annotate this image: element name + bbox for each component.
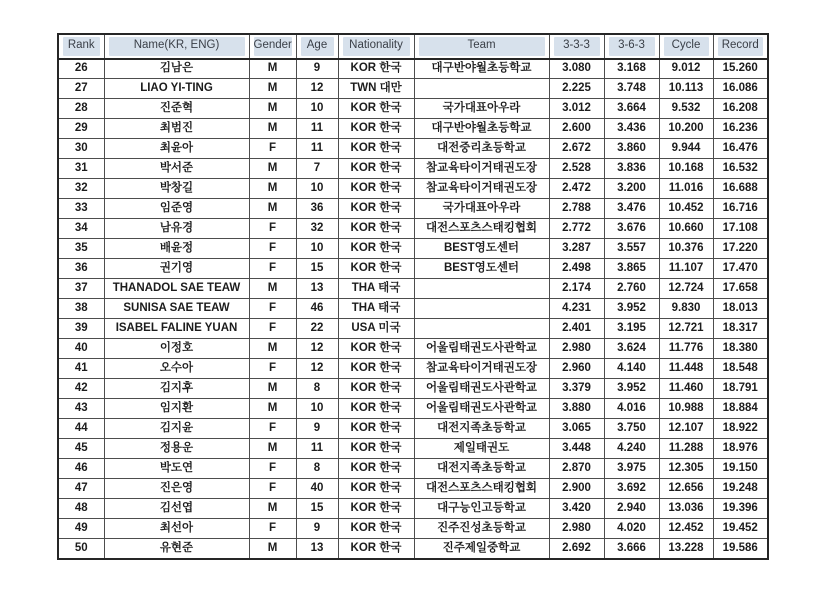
cell-record: 19.150 [713,459,768,479]
cell-t363: 3.975 [604,459,659,479]
cell-nationality: USA 미국 [338,319,414,339]
cell-nationality: TWN 대만 [338,79,414,99]
cell-cycle: 12.452 [659,519,713,539]
cell-t333: 3.080 [549,59,604,79]
cell-name: 진준혁 [104,99,249,119]
column-header-label: Team [419,37,545,56]
cell-gender: F [249,139,296,159]
cell-t363: 3.666 [604,539,659,559]
cell-team: 대구반야월초등학교 [414,119,549,139]
cell-gender: M [249,439,296,459]
cell-name: 배윤정 [104,239,249,259]
cell-gender: F [249,459,296,479]
cell-team: 참교육타이거태권도장 [414,179,549,199]
cell-gender: F [249,239,296,259]
cell-rank: 29 [58,119,104,139]
cell-team [414,279,549,299]
cell-age: 10 [296,239,338,259]
cell-rank: 34 [58,219,104,239]
cell-gender: M [249,79,296,99]
cell-cycle: 10.168 [659,159,713,179]
cell-record: 18.548 [713,359,768,379]
cell-name: LIAO YI-TING [104,79,249,99]
cell-cycle: 12.107 [659,419,713,439]
cell-name: 임준영 [104,199,249,219]
cell-nationality: KOR 한국 [338,359,414,379]
cell-cycle: 9.830 [659,299,713,319]
cell-gender: F [249,479,296,499]
cell-t363: 3.624 [604,339,659,359]
cell-team: 어울림태권도사관학교 [414,379,549,399]
column-header-team [414,34,549,59]
cell-age: 40 [296,479,338,499]
table-row [58,299,768,319]
cell-team: 참교육타이거태권도장 [414,159,549,179]
cell-gender: M [249,379,296,399]
cell-cycle: 11.288 [659,439,713,459]
cell-cycle: 10.200 [659,119,713,139]
cell-cycle: 12.656 [659,479,713,499]
cell-age: 13 [296,279,338,299]
cell-t333: 2.870 [549,459,604,479]
cell-age: 11 [296,139,338,159]
cell-record: 16.716 [713,199,768,219]
cell-nationality: KOR 한국 [338,379,414,399]
table-row [58,359,768,379]
cell-cycle: 11.107 [659,259,713,279]
cell-record: 19.396 [713,499,768,519]
table-row [58,499,768,519]
cell-t363: 3.664 [604,99,659,119]
column-header-label: Age [301,37,334,56]
cell-gender: F [249,359,296,379]
cell-nationality: KOR 한국 [338,179,414,199]
cell-t333: 3.420 [549,499,604,519]
cell-rank: 35 [58,239,104,259]
table-row [58,339,768,359]
cell-nationality: KOR 한국 [338,459,414,479]
cell-t333: 3.448 [549,439,604,459]
cell-rank: 45 [58,439,104,459]
cell-nationality: KOR 한국 [338,519,414,539]
cell-t363: 3.860 [604,139,659,159]
column-header-label: Record [718,37,764,56]
cell-gender: F [249,319,296,339]
cell-cycle: 10.660 [659,219,713,239]
cell-name: 최범진 [104,119,249,139]
cell-rank: 49 [58,519,104,539]
cell-rank: 30 [58,139,104,159]
column-header-label: 3-6-3 [609,37,655,56]
cell-t333: 2.980 [549,339,604,359]
cell-nationality: KOR 한국 [338,419,414,439]
cell-team: BEST영도센터 [414,239,549,259]
table-row [58,99,768,119]
cell-name: 오수아 [104,359,249,379]
cell-record: 17.220 [713,239,768,259]
cell-record: 15.260 [713,59,768,79]
column-header-record [713,34,768,59]
column-header-t363 [604,34,659,59]
cell-age: 9 [296,419,338,439]
cell-gender: M [249,159,296,179]
cell-t333: 2.980 [549,519,604,539]
cell-age: 12 [296,79,338,99]
table-row [58,519,768,539]
cell-t363: 2.940 [604,499,659,519]
cell-gender: F [249,419,296,439]
cell-age: 13 [296,539,338,559]
cell-t333: 2.692 [549,539,604,559]
cell-name: 임지환 [104,399,249,419]
cell-record: 19.452 [713,519,768,539]
cell-cycle: 12.724 [659,279,713,299]
cell-name: 김지윤 [104,419,249,439]
cell-rank: 42 [58,379,104,399]
cell-age: 10 [296,179,338,199]
cell-rank: 33 [58,199,104,219]
cell-gender: M [249,119,296,139]
cell-gender: M [249,59,296,79]
cell-record: 19.586 [713,539,768,559]
column-header-gender [249,34,296,59]
cell-team: 진주제일중학교 [414,539,549,559]
cell-age: 7 [296,159,338,179]
cell-age: 9 [296,519,338,539]
cell-team: 어울림태권도사관학교 [414,339,549,359]
table-row [58,419,768,439]
cell-nationality: KOR 한국 [338,259,414,279]
cell-gender: F [249,299,296,319]
cell-gender: M [249,339,296,359]
cell-t363: 3.557 [604,239,659,259]
column-header-age [296,34,338,59]
cell-rank: 32 [58,179,104,199]
cell-t333: 2.528 [549,159,604,179]
cell-record: 17.470 [713,259,768,279]
cell-rank: 46 [58,459,104,479]
column-header-nationality [338,34,414,59]
cell-t333: 3.379 [549,379,604,399]
cell-t333: 4.231 [549,299,604,319]
cell-cycle: 10.988 [659,399,713,419]
table-row [58,79,768,99]
cell-nationality: KOR 한국 [338,159,414,179]
cell-age: 15 [296,259,338,279]
cell-age: 11 [296,439,338,459]
cell-cycle: 9.012 [659,59,713,79]
cell-cycle: 13.036 [659,499,713,519]
cell-cycle: 12.305 [659,459,713,479]
cell-rank: 40 [58,339,104,359]
cell-gender: M [249,399,296,419]
column-header-label: Rank [63,37,100,56]
cell-record: 19.248 [713,479,768,499]
cell-cycle: 12.721 [659,319,713,339]
cell-nationality: KOR 한국 [338,399,414,419]
cell-rank: 38 [58,299,104,319]
cell-rank: 39 [58,319,104,339]
cell-name: 박창길 [104,179,249,199]
cell-name: 김선엽 [104,499,249,519]
cell-gender: M [249,499,296,519]
column-header-label: Cycle [664,37,709,56]
cell-cycle: 9.532 [659,99,713,119]
column-header-label: 3-3-3 [554,37,600,56]
table-row [58,219,768,239]
cell-name: 최선아 [104,519,249,539]
cell-t333: 2.788 [549,199,604,219]
cell-t363: 4.140 [604,359,659,379]
cell-name: 최윤아 [104,139,249,159]
table-row [58,259,768,279]
column-header-t333 [549,34,604,59]
cell-nationality: KOR 한국 [338,539,414,559]
cell-team: 국가대표아우라 [414,199,549,219]
cell-record: 18.884 [713,399,768,419]
cell-team: 대전스포츠스태킹협회 [414,479,549,499]
cell-rank: 28 [58,99,104,119]
cell-nationality: KOR 한국 [338,139,414,159]
cell-record: 18.922 [713,419,768,439]
cell-t333: 2.472 [549,179,604,199]
cell-nationality: KOR 한국 [338,439,414,459]
table-row [58,539,768,559]
cell-rank: 31 [58,159,104,179]
cell-cycle: 9.944 [659,139,713,159]
cell-t363: 2.760 [604,279,659,299]
cell-age: 12 [296,339,338,359]
column-header-rank [58,34,104,59]
cell-rank: 50 [58,539,104,559]
cell-age: 8 [296,379,338,399]
cell-nationality: KOR 한국 [338,119,414,139]
cell-t333: 3.880 [549,399,604,419]
cell-t363: 4.016 [604,399,659,419]
cell-record: 16.236 [713,119,768,139]
cell-age: 22 [296,319,338,339]
results-table-body [58,59,768,559]
cell-rank: 41 [58,359,104,379]
cell-age: 10 [296,99,338,119]
cell-t363: 3.476 [604,199,659,219]
table-row [58,139,768,159]
cell-gender: M [249,99,296,119]
cell-age: 15 [296,499,338,519]
table-row [58,379,768,399]
table-row [58,239,768,259]
cell-t363: 3.436 [604,119,659,139]
cell-team: 대구반야월초등학교 [414,59,549,79]
cell-nationality: KOR 한국 [338,219,414,239]
table-row [58,279,768,299]
column-header-name [104,34,249,59]
cell-t333: 2.498 [549,259,604,279]
cell-gender: M [249,539,296,559]
table-row [58,159,768,179]
cell-t363: 4.020 [604,519,659,539]
cell-t363: 4.240 [604,439,659,459]
cell-rank: 47 [58,479,104,499]
cell-name: 남유경 [104,219,249,239]
cell-name: 유현준 [104,539,249,559]
cell-age: 46 [296,299,338,319]
cell-t363: 3.952 [604,299,659,319]
cell-name: 김남은 [104,59,249,79]
cell-nationality: KOR 한국 [338,239,414,259]
column-header-label: Nationality [343,37,410,56]
cell-rank: 26 [58,59,104,79]
cell-t333: 2.672 [549,139,604,159]
cell-record: 18.013 [713,299,768,319]
header-row [58,34,768,59]
cell-cycle: 10.452 [659,199,713,219]
cell-team [414,79,549,99]
cell-team: 대구능인고등학교 [414,499,549,519]
cell-t333: 2.600 [549,119,604,139]
cell-team: 대전지족초등학교 [414,419,549,439]
cell-t333: 2.174 [549,279,604,299]
cell-nationality: KOR 한국 [338,59,414,79]
cell-nationality: KOR 한국 [338,99,414,119]
cell-team [414,319,549,339]
cell-name: 정용운 [104,439,249,459]
cell-record: 16.208 [713,99,768,119]
cell-nationality: THA 태국 [338,299,414,319]
column-header-label: Name(KR, ENG) [109,37,245,56]
cell-team: 대전지족초등학교 [414,459,549,479]
cell-team: 어울림태권도사관학교 [414,399,549,419]
cell-cycle: 13.228 [659,539,713,559]
cell-record: 18.976 [713,439,768,459]
cell-name: 진은영 [104,479,249,499]
cell-cycle: 11.448 [659,359,713,379]
cell-rank: 36 [58,259,104,279]
cell-team: BEST영도센터 [414,259,549,279]
cell-gender: F [249,219,296,239]
cell-age: 11 [296,119,338,139]
table-row [58,479,768,499]
cell-rank: 43 [58,399,104,419]
cell-gender: F [249,259,296,279]
cell-age: 36 [296,199,338,219]
cell-t363: 3.195 [604,319,659,339]
cell-nationality: KOR 한국 [338,199,414,219]
table-row [58,459,768,479]
cell-cycle: 11.776 [659,339,713,359]
cell-cycle: 10.113 [659,79,713,99]
table-row [58,399,768,419]
cell-name: 박서준 [104,159,249,179]
cell-team: 대전중리초등학교 [414,139,549,159]
cell-rank: 44 [58,419,104,439]
cell-nationality: KOR 한국 [338,339,414,359]
table-row [58,59,768,79]
cell-team: 대전스포츠스태킹협회 [414,219,549,239]
cell-record: 18.317 [713,319,768,339]
cell-nationality: THA 태국 [338,279,414,299]
table-row [58,319,768,339]
cell-gender: M [249,179,296,199]
column-header-cycle [659,34,713,59]
cell-t363: 3.676 [604,219,659,239]
cell-t363: 3.692 [604,479,659,499]
cell-team: 참교육타이거태권도장 [414,359,549,379]
cell-rank: 27 [58,79,104,99]
cell-name: ISABEL FALINE YUAN [104,319,249,339]
cell-team: 제일태권도 [414,439,549,459]
cell-t333: 2.900 [549,479,604,499]
cell-t333: 3.012 [549,99,604,119]
cell-name: 이정호 [104,339,249,359]
cell-cycle: 10.376 [659,239,713,259]
cell-cycle: 11.016 [659,179,713,199]
cell-t363: 3.168 [604,59,659,79]
cell-cycle: 11.460 [659,379,713,399]
cell-t363: 3.748 [604,79,659,99]
cell-gender: M [249,199,296,219]
cell-age: 8 [296,459,338,479]
cell-age: 12 [296,359,338,379]
cell-record: 17.658 [713,279,768,299]
cell-t333: 3.287 [549,239,604,259]
table-row [58,119,768,139]
cell-name: THANADOL SAE TEAW [104,279,249,299]
cell-record: 16.688 [713,179,768,199]
cell-team: 진주진성초등학교 [414,519,549,539]
cell-name: SUNISA SAE TEAW [104,299,249,319]
cell-t333: 2.772 [549,219,604,239]
cell-nationality: KOR 한국 [338,499,414,519]
cell-t333: 3.065 [549,419,604,439]
cell-name: 박도연 [104,459,249,479]
cell-team [414,299,549,319]
cell-rank: 48 [58,499,104,519]
table-row [58,439,768,459]
cell-nationality: KOR 한국 [338,479,414,499]
cell-t363: 3.200 [604,179,659,199]
results-table [57,33,769,560]
cell-name: 권기영 [104,259,249,279]
table-row [58,179,768,199]
cell-gender: F [249,519,296,539]
cell-t333: 2.401 [549,319,604,339]
cell-record: 16.086 [713,79,768,99]
cell-record: 16.532 [713,159,768,179]
cell-age: 32 [296,219,338,239]
cell-record: 17.108 [713,219,768,239]
cell-t363: 3.750 [604,419,659,439]
cell-name: 김지후 [104,379,249,399]
cell-age: 9 [296,59,338,79]
cell-t333: 2.225 [549,79,604,99]
cell-team: 국가대표아우라 [414,99,549,119]
cell-t363: 3.952 [604,379,659,399]
cell-record: 16.476 [713,139,768,159]
cell-gender: M [249,279,296,299]
cell-t363: 3.836 [604,159,659,179]
column-header-label: Gender [254,37,292,56]
cell-t333: 2.960 [549,359,604,379]
cell-rank: 37 [58,279,104,299]
cell-record: 18.380 [713,339,768,359]
table-row [58,199,768,219]
cell-age: 10 [296,399,338,419]
cell-t363: 3.865 [604,259,659,279]
cell-record: 18.791 [713,379,768,399]
